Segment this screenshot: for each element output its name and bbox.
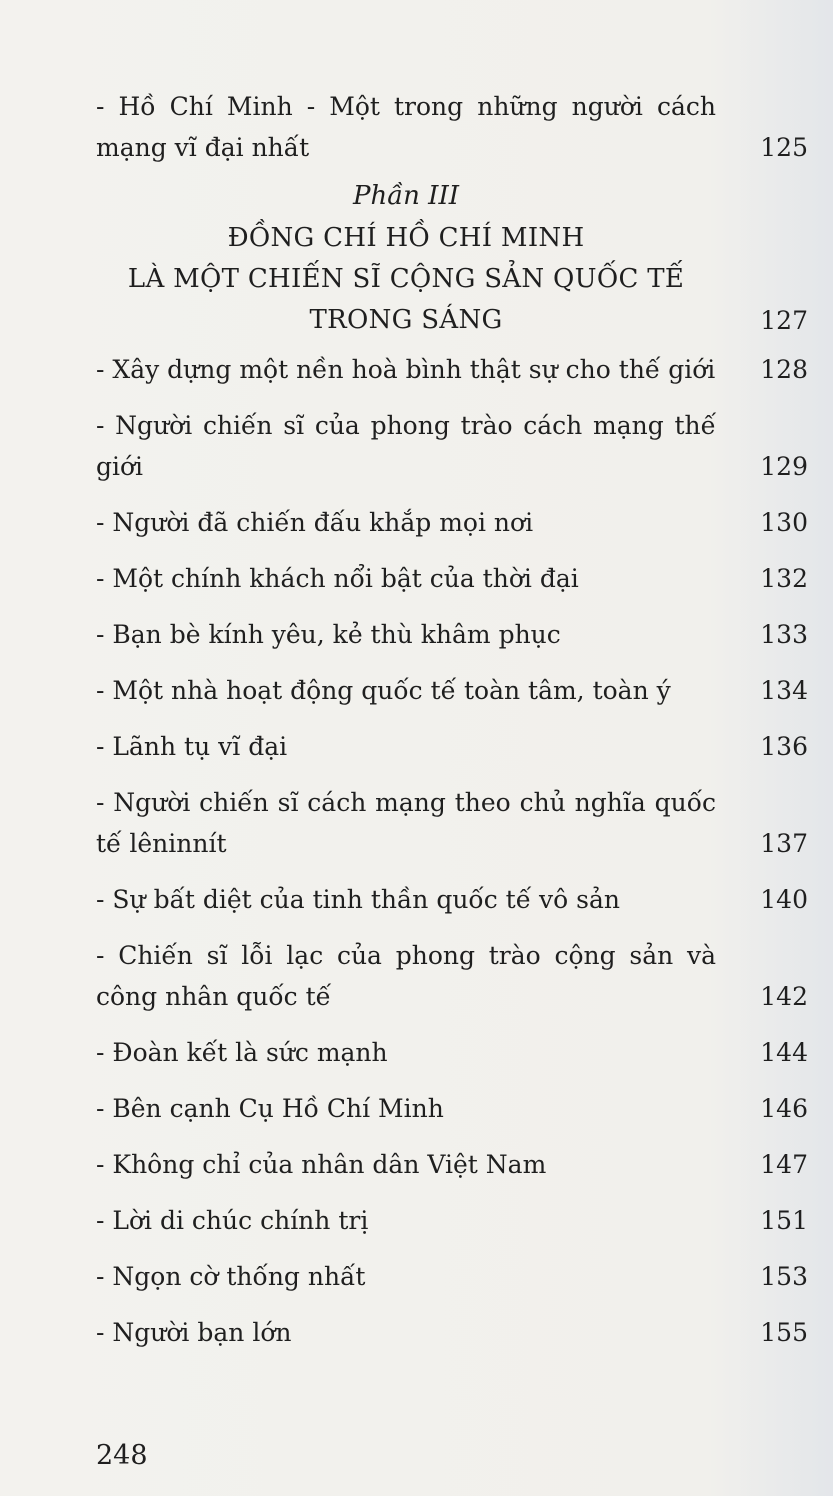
toc-entry-title: - Lời di chúc chính trị [96,1206,369,1235]
toc-entry-title: - Sự bất diệt của tinh thần quốc tế vô sản [96,885,621,914]
toc-entry-page: 130 [760,508,808,537]
toc-entry-title: - Lãnh tụ vĩ đại [96,732,288,761]
toc-entry [96,1200,808,1241]
toc-entry-page: 132 [760,564,808,593]
toc-entry [96,558,808,599]
toc-entry [96,726,808,767]
toc-entry-title: - Ngọn cờ thống nhất [96,1262,366,1291]
toc-entry-title: - Một nhà hoạt động quốc tế toàn tâm, toàn ý [96,676,671,705]
toc-entry [96,405,808,487]
toc-entry-page: 133 [760,620,808,649]
toc-entry [96,1088,808,1129]
toc-entry [96,782,808,864]
toc-entry-page: 144 [760,1038,808,1067]
toc-entry [96,502,808,543]
toc-entry-title: - Người chiến sĩ cách mạng theo chủ nghĩa quốc tế lêninnít [96,788,716,858]
toc-entry-page: 125 [760,133,808,162]
toc-entry-page: 136 [760,732,808,761]
toc-entry-title: - Không chỉ của nhân dân Việt Nam [96,1150,547,1179]
toc-entry-title: - Bạn bè kính yêu, kẻ thù khâm phục [96,620,561,649]
section-title-line-2: LÀ MỘT CHIẾN SĨ CỘNG SẢN QUỐC TẾ [127,264,685,294]
toc-entry [96,614,808,655]
toc-entry-page: 155 [760,1318,808,1347]
toc-entry-title: - Đoàn kết là sức mạnh [96,1038,388,1067]
toc-entry-list [96,349,808,1353]
toc-entry-title: - Chiến sĩ lỗi lạc của phong trào cộng sản và công nhân quốc tế [96,941,716,1011]
toc-entry-title: - Người bạn lớn [96,1318,292,1347]
toc-entry [96,1312,808,1353]
toc-entry-title: - Xây dựng một nền hoà bình thật sự cho thế giới [96,355,716,384]
toc-entry-title: - Người chiến sĩ của phong trào cách mạng thế giới [96,411,716,481]
toc-entry-page: 137 [760,829,808,858]
toc-entry [96,670,808,711]
toc-entry-title: - Một chính khách nổi bật của thời đại [96,564,579,593]
toc-entry-page: 142 [760,982,808,1011]
toc-entry-page: 129 [760,452,808,481]
toc-entry [96,1032,808,1073]
toc-entry [96,349,808,390]
toc-entry [96,86,808,168]
toc-entry-page: 151 [760,1206,808,1235]
toc-entry-page: 134 [760,676,808,705]
section-page: 127 [760,306,808,335]
toc-entry-page: 146 [760,1094,808,1123]
page-number: 248 [96,1440,148,1471]
toc-entry-title: - Người đã chiến đấu khắp mọi nơi [96,508,534,537]
toc-entry-page: 147 [760,1150,808,1179]
toc-entry [96,1256,808,1297]
toc-entry-page: 140 [760,885,808,914]
section-title-line-3: TRONG SÁNG [309,305,503,335]
table-of-contents [96,86,808,1368]
section-part-label: Phần III [353,181,459,211]
section-title-line-1: ĐỒNG CHÍ HỒ CHÍ MINH [227,223,585,253]
toc-entry [96,1144,808,1185]
section-heading [96,174,808,341]
toc-entry-page: 153 [760,1262,808,1291]
toc-entry [96,879,808,920]
toc-entry [96,935,808,1017]
toc-entry-page: 128 [760,355,808,384]
toc-entry-title: - Hồ Chí Minh - Một trong những người cách mạng vĩ đại nhất [96,92,716,162]
toc-entry-title: - Bên cạnh Cụ Hồ Chí Minh [96,1094,444,1123]
